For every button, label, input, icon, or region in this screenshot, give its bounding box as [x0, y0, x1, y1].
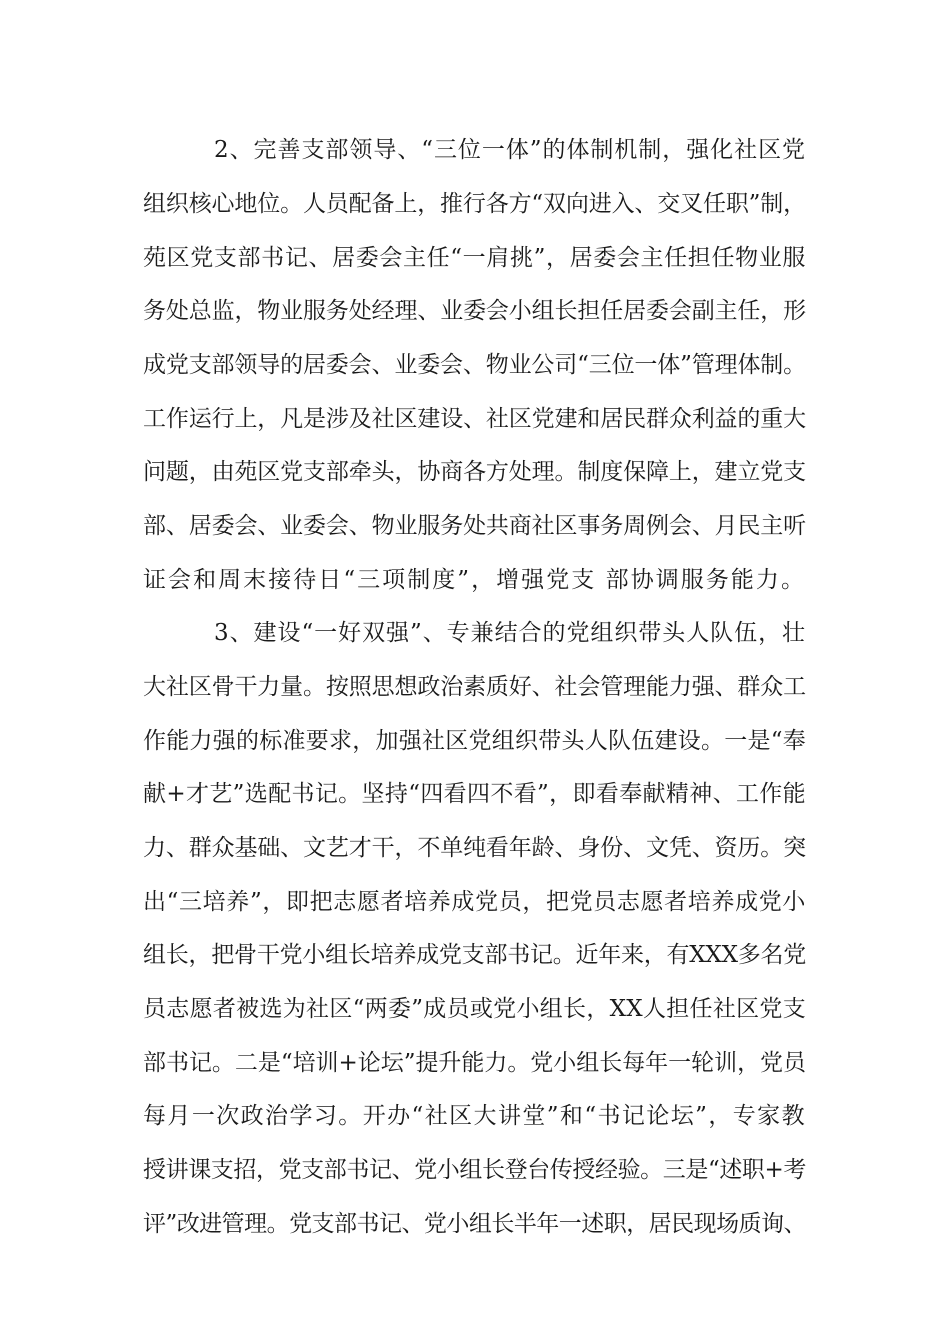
line-text: 作能力强的标准要求，加强社区党组织带头人队伍建设。一是“奉 [143, 728, 806, 754]
paragraph-line [0, 1204, 950, 1244]
paragraph-line [0, 1150, 950, 1190]
paragraph-line [0, 721, 950, 761]
paragraph-line [0, 184, 950, 224]
line-text: 部、居委会、业委会、物业服务处共商社区事务周例会、月民主听 [143, 513, 807, 539]
paragraph-line [0, 828, 950, 868]
paragraph-line [0, 130, 950, 170]
line-text: 问题，由苑区党支部牵头，协商各方处理。制度保障上，建立党支 [143, 459, 807, 485]
line-text: 员志愿者被选为社区“两委”成员或党小组长，XX人担任社区党支 [143, 996, 806, 1022]
paragraph-line [0, 1096, 950, 1136]
paragraph-line [0, 238, 950, 278]
paragraph-line [0, 560, 950, 600]
line-text: 大社区骨干力量。按照思想政治素质好、社会管理能力强、群众工 [143, 674, 807, 700]
paragraph-line [0, 345, 950, 385]
line-text: 工作运行上，凡是涉及社区建设、社区党建和居民群众利益的重大 [143, 406, 807, 432]
line-text: 出“三培养”，即把志愿者培养成党员，把党员志愿者培养成党小 [143, 889, 806, 915]
paragraph-line [0, 291, 950, 331]
line-text: 成党支部领导的居委会、业委会、物业公司“三位一体”管理体制。 [143, 352, 806, 378]
paragraph-line [0, 452, 950, 492]
line-text: 证会和周末接待日“三项制度”，增强党支 部协调服务能力。 [143, 567, 806, 593]
line-text: 部书记。二是“培训+论坛”提升能力。党小组长每年一轮训，党员 [143, 1050, 806, 1076]
paragraph-line [0, 506, 950, 546]
line-text: 务处总监，物业服务处经理、业委会小组长担任居委会副主任，形 [143, 298, 807, 324]
paragraph-line [0, 989, 950, 1029]
line-text: 力、群众基础、文艺才干，不单纯看年龄、身份、文凭、资历。突 [143, 835, 807, 861]
paragraph-line [0, 613, 950, 653]
paragraph-line [0, 1043, 950, 1083]
line-text: 组长，把骨干党小组长培养成党支部书记。近年来，有XXX多名党 [143, 942, 806, 968]
line-text: 授讲课支招，党支部书记、党小组长登台传授经验。三是“述职+考 [143, 1157, 806, 1183]
line-text: 苑区党支部书记、居委会主任“一肩挑”，居委会主任担任物业服 [143, 245, 806, 271]
paragraph-line [0, 399, 950, 439]
line-text: 组织核心地位。人员配备上，推行各方“双向进入、交叉任职”制， [143, 191, 806, 217]
paragraph-line [0, 882, 950, 922]
paragraph-line [0, 667, 950, 707]
line-text: 每月一次政治学习。开办“社区大讲堂”和“书记论坛”，专家教 [143, 1103, 806, 1129]
paragraph-line [0, 774, 950, 814]
line-text: 2、完善支部领导、“三位一体”的体制机制，强化社区党 [214, 137, 806, 163]
paragraph-line [0, 935, 950, 975]
line-text: 3、建设“一好双强”、专兼结合的党组织带头人队伍，壮 [214, 620, 806, 646]
line-text: 献+才艺”选配书记。坚持“四看四不看”，即看奉献精神、工作能 [143, 781, 806, 807]
line-text: 评”改进管理。党支部书记、党小组长半年一述职，居民现场质询、 [143, 1211, 806, 1237]
